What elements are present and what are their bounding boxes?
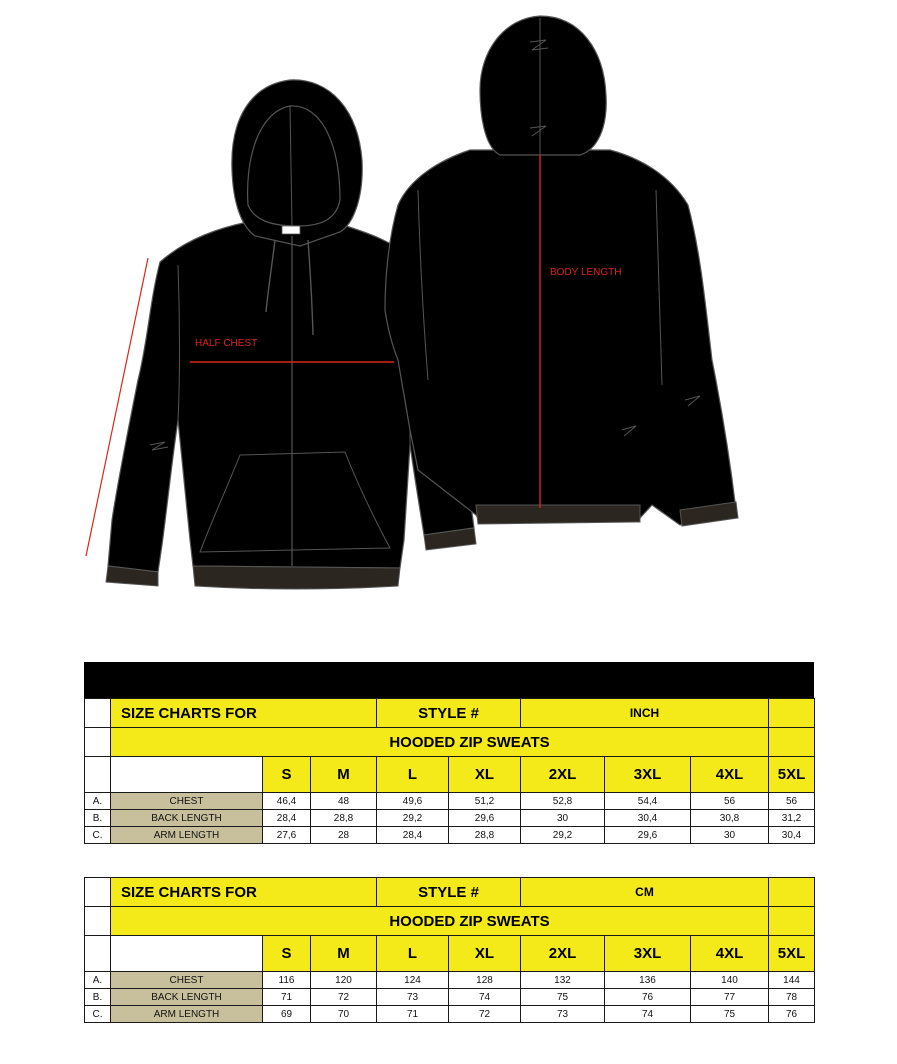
row-index: B. [85, 810, 111, 827]
measurement-label: BACK LENGTH [111, 810, 263, 827]
chart-header-bar [84, 662, 814, 698]
style-number-label: STYLE # [377, 878, 521, 907]
row-index: C. [85, 827, 111, 844]
size-value: 74 [605, 1006, 691, 1023]
size-value: 69 [263, 1006, 311, 1023]
row-index: C. [85, 1006, 111, 1023]
size-value: 140 [691, 972, 769, 989]
size-header: XL [449, 936, 521, 972]
measurement-label: CHEST [111, 972, 263, 989]
size-value: 76 [769, 1006, 815, 1023]
size-value: 28,4 [377, 827, 449, 844]
size-header: M [311, 757, 377, 793]
header-cell [769, 728, 815, 757]
header-cell [769, 878, 815, 907]
size-value: 74 [449, 989, 521, 1006]
row-index: B. [85, 989, 111, 1006]
style-number-label: STYLE # [377, 699, 521, 728]
table-row [85, 827, 815, 844]
unit-label: CM [521, 878, 769, 907]
table-row [85, 972, 815, 989]
size-header: M [311, 936, 377, 972]
size-value: 75 [691, 1006, 769, 1023]
table-row [85, 1006, 815, 1023]
size-value: 54,4 [605, 793, 691, 810]
size-value: 30,4 [769, 827, 815, 844]
size-header: XL [449, 757, 521, 793]
size-value: 30,8 [691, 810, 769, 827]
size-value: 29,6 [449, 810, 521, 827]
unit-label: INCH [521, 699, 769, 728]
size-value: 27,6 [263, 827, 311, 844]
size-value: 51,2 [449, 793, 521, 810]
size-value: 56 [769, 793, 815, 810]
size-value: 30 [691, 827, 769, 844]
size-value: 72 [311, 989, 377, 1006]
size-value: 72 [449, 1006, 521, 1023]
size-value: 75 [521, 989, 605, 1006]
size-chart-inch [84, 698, 815, 844]
size-header: 4XL [691, 757, 769, 793]
size-value: 52,8 [521, 793, 605, 810]
size-chart-title: SIZE CHARTS FOR [111, 878, 377, 907]
size-value: 30 [521, 810, 605, 827]
size-value: 49,6 [377, 793, 449, 810]
size-value: 120 [311, 972, 377, 989]
size-header: L [377, 936, 449, 972]
size-value: 78 [769, 989, 815, 1006]
half-chest-label: HALF CHEST [195, 338, 258, 349]
row-index: A. [85, 972, 111, 989]
header-cell [769, 699, 815, 728]
size-value: 30,4 [605, 810, 691, 827]
size-value: 76 [605, 989, 691, 1006]
size-value: 136 [605, 972, 691, 989]
size-header: 2XL [521, 757, 605, 793]
size-value: 46,4 [263, 793, 311, 810]
size-value: 29,2 [521, 827, 605, 844]
measurement-label: ARM LENGTH [111, 827, 263, 844]
size-value: 73 [377, 989, 449, 1006]
product-name: HOODED ZIP SWEATS [111, 907, 769, 936]
index-cell [85, 878, 111, 907]
size-value: 70 [311, 1006, 377, 1023]
table-row [85, 810, 815, 827]
size-value: 28,8 [449, 827, 521, 844]
size-value: 29,2 [377, 810, 449, 827]
size-header: 2XL [521, 936, 605, 972]
table-row [85, 793, 815, 810]
size-header: L [377, 757, 449, 793]
size-value: 31,2 [769, 810, 815, 827]
index-cell [85, 757, 111, 793]
size-header: 3XL [605, 936, 691, 972]
row-index: A. [85, 793, 111, 810]
body-length-label: BODY LENGTH [550, 267, 622, 278]
size-chart-title: SIZE CHARTS FOR [111, 699, 377, 728]
index-cell [85, 907, 111, 936]
size-value: 71 [377, 1006, 449, 1023]
header-cell [769, 907, 815, 936]
index-cell [85, 936, 111, 972]
size-value: 28,4 [263, 810, 311, 827]
size-value: 56 [691, 793, 769, 810]
size-header: 5XL [769, 757, 815, 793]
measurement-label: ARM LENGTH [111, 1006, 263, 1023]
size-value: 29,6 [605, 827, 691, 844]
measure-header-cell [111, 936, 263, 972]
size-value: 77 [691, 989, 769, 1006]
size-value: 48 [311, 793, 377, 810]
measurement-label: CHEST [111, 793, 263, 810]
size-header: 5XL [769, 936, 815, 972]
size-value: 128 [449, 972, 521, 989]
size-header: 4XL [691, 936, 769, 972]
size-header: 3XL [605, 757, 691, 793]
table-row [85, 989, 815, 1006]
size-value: 132 [521, 972, 605, 989]
size-value: 28 [311, 827, 377, 844]
measure-header-cell [111, 757, 263, 793]
size-header: S [263, 936, 311, 972]
index-cell [85, 699, 111, 728]
product-name: HOODED ZIP SWEATS [111, 728, 769, 757]
size-header: S [263, 757, 311, 793]
size-value: 28,8 [311, 810, 377, 827]
size-value: 71 [263, 989, 311, 1006]
size-chart-cm [84, 877, 815, 1023]
size-value: 73 [521, 1006, 605, 1023]
measurement-label: BACK LENGTH [111, 989, 263, 1006]
index-cell [85, 728, 111, 757]
size-value: 124 [377, 972, 449, 989]
size-value: 144 [769, 972, 815, 989]
size-value: 116 [263, 972, 311, 989]
